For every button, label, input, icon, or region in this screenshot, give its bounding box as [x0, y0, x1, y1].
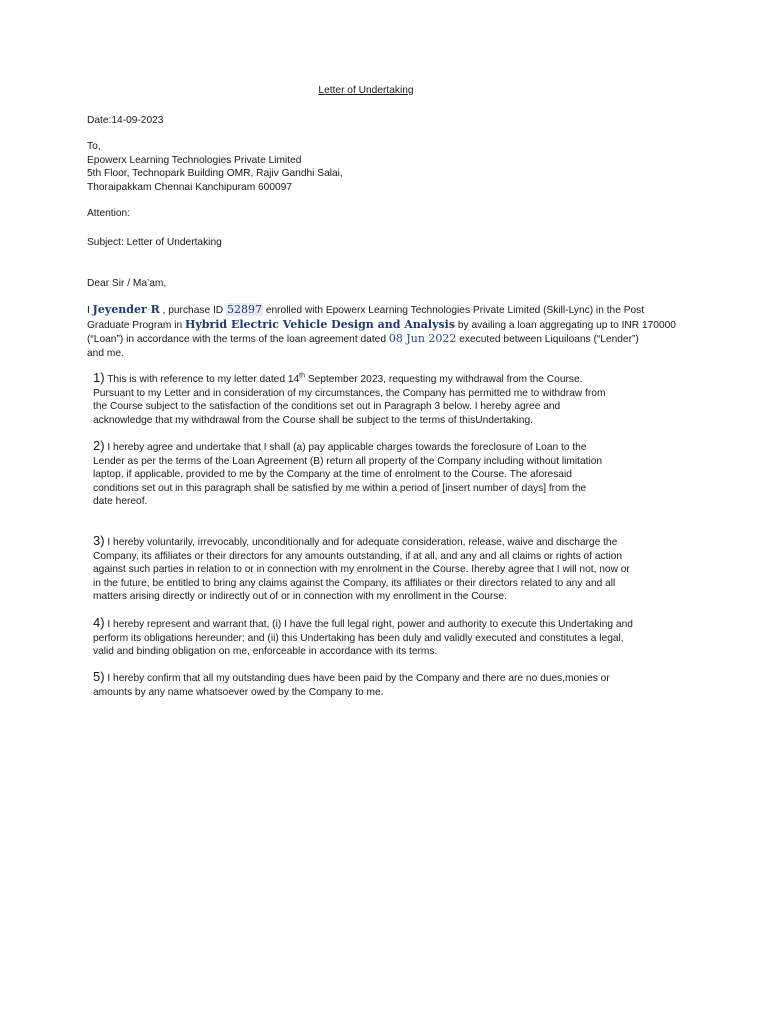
paragraph-1: 1) This is with reference to my letter dated 14th September 2023, requesting my withdrawal from the Course. Pursuant to my Letter and in consideration of my circumstances, the Company has permitted me to withdraw from the Course subject to the satisfaction of the conditions set out in Paragraph 3 below. I hereby agree and acknowledge that my withdrawal from the Course shall be subject to the terms of thisUndertaking.: [93, 370, 606, 426]
program-name: Hybrid Electric Vehicle Design and Analysis: [184, 317, 456, 331]
student-name: Jeyender R: [92, 303, 160, 316]
addressee-line: 5th Floor, Technopark Building OMR, Rajiv Gandhi Salai,: [87, 168, 343, 179]
salutation: Dear Sir / Ma’am,: [87, 278, 167, 289]
subject-line: Subject: Letter of Undertaking: [87, 237, 222, 248]
to-label: To,: [87, 141, 101, 152]
paragraph-number: 2): [93, 438, 105, 453]
addressee-line: Epowerx Learning Technologies Private Limited: [87, 154, 302, 166]
paragraph-number: 5): [93, 669, 105, 684]
paragraph-5: 5) I hereby confirm that all my outstanding dues have been paid by the Company and there are no dues,monies or amounts by any name whatsoever owed by the Company to me.: [93, 669, 610, 698]
paragraph-4: 4) I hereby represent and warrant that, (i) I have the full legal right, power and authority to execute this Undertaking and perform its obligations hereunder; and (ii) this Undertaking has been duly and validly executed and constitutes a legal, valid and binding obligation on me, enforceable in accordance with its terms.: [93, 615, 633, 657]
paragraph-2: 2) I hereby agree and undertake that I shall (a) pay applicable charges towards the foreclosure of Loan to the Lender as per the terms of the Loan Agreement (B) return all property of the Company including without limitation laptop, if applicable, provided to me by the Company at the time of enrolment to the Course. The aforesaid conditions set out in this paragraph shall be satisfied by me within a period of [insert number of days] from the date hereof.: [93, 438, 603, 507]
addressee-block: [87, 140, 687, 194]
attention-line: Attention:: [87, 208, 131, 219]
paragraph-number: 4): [93, 615, 105, 630]
purchase-id: 52897: [226, 303, 262, 316]
paragraph-number: 3): [93, 533, 105, 548]
paragraph-3: 3) I hereby voluntarily, irrevocably, unconditionally and for adequate consideration, release, waive and discharge the Company, its affiliates or their directors for any amounts outstanding, if at all, and any and all claims or rights of action against such parties in relation to or in connection with my enrolment in the Course. Ihereby agree that I will not, now or in the future, be entitled to bring any claims against the Company, its affiliates or their directors related to any and all matters arising directly or indirectly out of or in connection with my enrollment in the Course.: [93, 533, 630, 602]
letter-title: Letter of Undertaking: [318, 85, 414, 96]
addressee-line: Thoraipakkam Chennai Kanchipuram 600097: [87, 181, 293, 193]
loan-date: 08 Jun 2022: [388, 332, 457, 345]
letter-date: Date:14-09-2023: [87, 115, 164, 126]
paragraph-number: 1): [93, 370, 105, 385]
intro-paragraph: I Jeyender R , purchase ID 52897 enrolled with Epowerx Learning Technologies Private Limited (Skill-Lync) in the Post Graduate Program in Hybrid Electric Vehicle Design and Analysis by availing a loan aggregating up to INR 170000 (“Loan”) in accordance with the terms of the loan agreement dated 08 Jun 2022 executed between Liquiloans (“Lender”) and me.: [87, 303, 676, 359]
